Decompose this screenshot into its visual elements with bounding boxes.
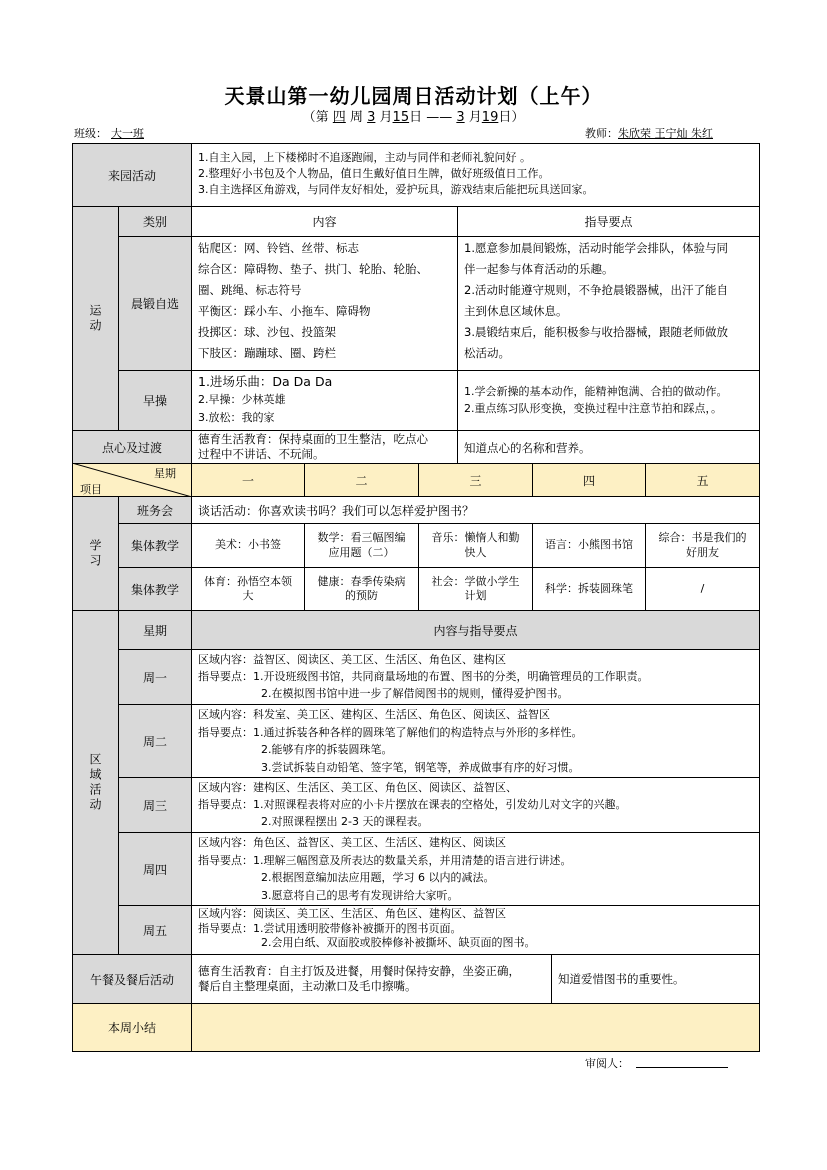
study-cell-fri-1	[645, 523, 760, 568]
snack-points	[457, 430, 760, 464]
area-line: 指导要点：1.开设班级图书馆，共同商量场地的布置、图书的分类，明确管理员的工作职责。	[198, 670, 649, 683]
group-teaching-label-1: 集体教学	[118, 523, 192, 568]
study-cell-line: 体育：孙悟空本领	[204, 574, 292, 588]
class-value: 大一班	[111, 127, 144, 140]
study-cell-line: 综合：书是我们的	[658, 531, 747, 545]
morning-point-line: 3.晨锻结束后，能积极参与收拾器械，跟随老师做放	[464, 325, 728, 339]
end-day: 19	[481, 110, 499, 125]
area-line: 2.对照课程摆出 2-3 天的课程表。	[261, 815, 429, 828]
corner-item-label: 项目	[80, 483, 102, 496]
study-cell-line: 大	[242, 589, 254, 602]
area-line: 区域内容：阅读区、美工区、生活区、角色区、建构区、益智区	[198, 907, 506, 920]
corner-weekday-label: 星期	[154, 467, 176, 480]
study-cell-tue-2	[304, 567, 419, 611]
study-cell-line: 快人	[464, 545, 487, 559]
study-cell-wed-1	[418, 523, 533, 568]
area-day-fri: 周五	[118, 905, 192, 955]
snack-label: 点心及过渡	[72, 430, 192, 464]
morning-exercise-label: 晨锻自选	[118, 236, 192, 371]
area-content-wed	[191, 777, 760, 833]
study-cell-line: 美术：小书签	[215, 538, 281, 552]
weekday-header-wed: 三	[418, 463, 533, 497]
lunch-points-text: 知道爱惜图书的重要性。	[558, 972, 685, 986]
study-cell-mon-2	[191, 567, 305, 611]
morning-point-line: 松活动。	[464, 346, 510, 360]
sports-col-type: 类别	[118, 206, 192, 237]
area-activity-label-text: 区域活动	[88, 752, 102, 813]
study-cell-line: 好朋友	[686, 545, 719, 559]
morning-content-line: 综合区：障碍物、垫子、拱门、轮胎、轮胎、	[198, 262, 428, 276]
morning-content-line: 钻爬区：网、铃铛、丝带、标志	[198, 241, 359, 255]
study-cell-line: 健康：春季传染病	[317, 574, 406, 588]
study-cell-line: /	[700, 581, 705, 595]
drill-content-line: 3.放松：我的家	[198, 411, 275, 424]
morning-exercise-content	[191, 236, 458, 371]
subtitle-month-1: 月	[379, 110, 393, 125]
area-line: 区域内容：角色区、益智区、美工区、生活区、建构区、阅读区	[198, 836, 506, 849]
page-title: 天景山第一幼儿园周日活动计划（上午）	[224, 84, 603, 108]
weekday-header-thu: 四	[532, 463, 646, 497]
morning-drill-content	[191, 370, 458, 431]
morning-drill-points	[457, 370, 760, 431]
area-line: 2.能够有序的拆装圆珠笔。	[261, 743, 393, 756]
morning-drill-label: 早操	[118, 370, 192, 431]
arrival-line: 2.整理好小书包及个人物品，值日生戴好值日生牌，做好班级值日工作。	[198, 166, 550, 180]
morning-content-line: 平衡区：踩小车、小拖车、障碍物	[198, 304, 371, 318]
arrival-line: 1.自主入园，上下楼梯时不追逐跑闹，主动与同伴和老师礼貌问好 。	[198, 151, 531, 164]
teacher-value: 朱欣荣 王宁灿 朱红	[618, 127, 713, 140]
study-cell-fri-2	[645, 567, 760, 611]
weekly-summary-label: 本周小结	[72, 1003, 192, 1052]
study-cell-line: 数学：看三幅图编	[317, 531, 406, 545]
study-cell-wed-2	[418, 567, 533, 611]
morning-content-line: 下肢区：蹦蹦球、圈、跨栏	[198, 346, 336, 360]
snack-points-text: 知道点心的名称和营养。	[464, 441, 591, 455]
area-col-week: 星期	[118, 610, 192, 650]
morning-content-line: 圈、跳绳、标志符号	[198, 283, 302, 297]
area-col-content: 内容与指导要点	[191, 610, 760, 650]
reviewer-label: 审阅人：	[585, 1057, 629, 1070]
group-teaching-label-2: 集体教学	[118, 567, 192, 611]
lunch-content	[191, 954, 552, 1004]
teacher-label: 教师：	[585, 127, 618, 140]
subtitle-to: 日 ——	[409, 110, 457, 125]
study-cell-mon-1	[191, 523, 305, 568]
area-line: 3.愿意将自己的思考有发现讲给大家听。	[261, 888, 459, 902]
area-line: 2.根据图意编加法应用题，学习 6 以内的减法。	[261, 871, 495, 884]
sports-label	[72, 206, 119, 431]
morning-point-line: 2.活动时能遵守规则，不争抢晨锻器械，出汗了能自	[464, 283, 728, 297]
lunch-content-line: 德育生活教育：自主打饭及进餐，用餐时保持安静，坐姿正确，	[198, 964, 520, 978]
area-content-tue	[191, 704, 760, 778]
subtitle-close: 日）	[498, 110, 525, 125]
sports-label-text: 运动	[88, 303, 102, 334]
area-line: 2.会用白纸、双面胶或胶棒修补被撕坏、缺页面的图书。	[261, 936, 536, 949]
weekday-header-fri: 五	[645, 463, 760, 497]
study-cell-tue-1	[304, 523, 419, 568]
class-meeting-text: 谈话活动：你喜欢读书吗？我们可以怎样爱护图书？	[198, 504, 475, 518]
area-day-wed: 周三	[118, 777, 192, 833]
study-cell-line: 科学：拆装圆珠笔	[545, 581, 633, 595]
teacher-info	[585, 125, 713, 141]
morning-point-line: 主到休息区域休息。	[464, 304, 568, 318]
area-line: 区域内容：科发室、美工区、建构区、生活区、角色区、阅读区、益智区	[198, 708, 550, 721]
area-line: 指导要点：1.通过拆装各种各样的圆珠笔了解他们的构造特点与外形的多样性。	[198, 725, 583, 739]
area-content-thu	[191, 832, 760, 906]
weekday-header-mon: 一	[191, 463, 305, 497]
start-day: 15	[392, 110, 410, 125]
snack-content-line: 过程中不讲话、不玩闹。	[198, 447, 325, 461]
morning-point-line: 1.愿意参加晨间锻炼，活动时能学会排队，体验与同	[464, 241, 728, 255]
weekly-summary-content	[191, 1003, 760, 1052]
area-day-tue: 周二	[118, 704, 192, 778]
lunch-points	[551, 954, 760, 1004]
morning-content-line: 投掷区：球、沙包、投篮架	[198, 325, 336, 339]
week-number: 四	[332, 110, 346, 125]
snack-content	[191, 430, 458, 464]
arrival-label: 来园活动	[72, 143, 192, 207]
sports-col-points: 指导要点	[457, 206, 760, 237]
area-line: 指导要点：1.理解三幅图意及所表达的数量关系，并用清楚的语言进行讲述。	[198, 853, 572, 867]
drill-point-line: 1.学会新操的基本动作，能精神饱满、合拍的做动作。	[464, 385, 728, 398]
study-cell-line: 音乐：懒惰人和勤	[431, 531, 520, 545]
arrival-content	[191, 143, 760, 207]
area-line: 区域内容：建构区、生活区、美工区、角色区、阅读区、益智区、	[198, 781, 517, 794]
class-info	[74, 125, 193, 141]
class-meeting-content	[191, 496, 760, 524]
area-content-fri	[191, 905, 760, 955]
class-label: 班级：	[74, 127, 107, 140]
lunch-label: 午餐及餐后活动	[72, 954, 192, 1004]
study-label	[72, 496, 119, 611]
study-cell-line: 社会：学做小学生	[431, 574, 520, 588]
study-cell-line: 的预防	[345, 589, 378, 602]
morning-point-line: 伴一起参与体育活动的乐趣。	[464, 262, 614, 276]
area-content-mon	[191, 649, 760, 705]
week-range	[0, 106, 827, 125]
study-cell-line: 应用题（二）	[328, 545, 395, 559]
class-meeting-label: 班务会	[118, 496, 192, 524]
morning-exercise-points	[457, 236, 760, 371]
study-cell-thu-1	[532, 523, 646, 568]
study-label-text: 学习	[88, 538, 102, 569]
lunch-content-line: 餐后自主整理桌面，主动漱口及毛巾擦嘴。	[198, 979, 417, 993]
sports-col-content: 内容	[191, 206, 458, 237]
area-line: 指导要点：1.尝试用透明胶带修补被撕开的图书页面。	[198, 921, 462, 935]
snack-content-line: 德育生活教育：保持桌面的卫生整洁，吃点心	[198, 432, 428, 446]
area-line: 3.尝试拆装自动铅笔、签字笔，钢笔等，养成做事有序的好习惯。	[261, 760, 580, 774]
reviewer-signature-line	[636, 1067, 728, 1068]
area-line: 2.在模拟图书馆中进一步了解借阅图书的规则，懂得爱护图书。	[261, 687, 569, 700]
drill-content-line: 1.进场乐曲：Da Da Da	[198, 374, 333, 389]
subtitle-week: 周	[349, 110, 363, 125]
subtitle-month-2: 月	[468, 110, 482, 125]
study-cell-thu-2	[532, 567, 646, 611]
area-line: 指导要点：1.对照课程表将对应的小卡片摆放在课表的空格处，引发幼儿对文字的兴趣。	[198, 798, 627, 811]
start-month: 3	[367, 110, 376, 125]
study-cell-line: 语言：小熊图书馆	[545, 538, 633, 552]
drill-point-line: 2.重点练习队形变换，变换过程中注意节拍和踩点，。	[464, 402, 722, 415]
area-activity-label	[72, 610, 119, 955]
study-cell-line: 计划	[464, 589, 487, 602]
area-day-mon: 周一	[118, 649, 192, 705]
weekday-header-tue: 二	[304, 463, 419, 497]
area-line: 区域内容：益智区、阅读区、美工区、生活区、角色区、建构区	[198, 653, 506, 666]
subtitle-open: （第	[302, 110, 329, 125]
drill-content-line: 2.早操：少林英雄	[198, 393, 286, 406]
arrival-line: 3.自主选择区角游戏，与同伴友好相处，爱护玩具，游戏结束后能把玩具送回家。	[198, 182, 594, 196]
area-day-thu: 周四	[118, 832, 192, 906]
end-month: 3	[456, 110, 465, 125]
